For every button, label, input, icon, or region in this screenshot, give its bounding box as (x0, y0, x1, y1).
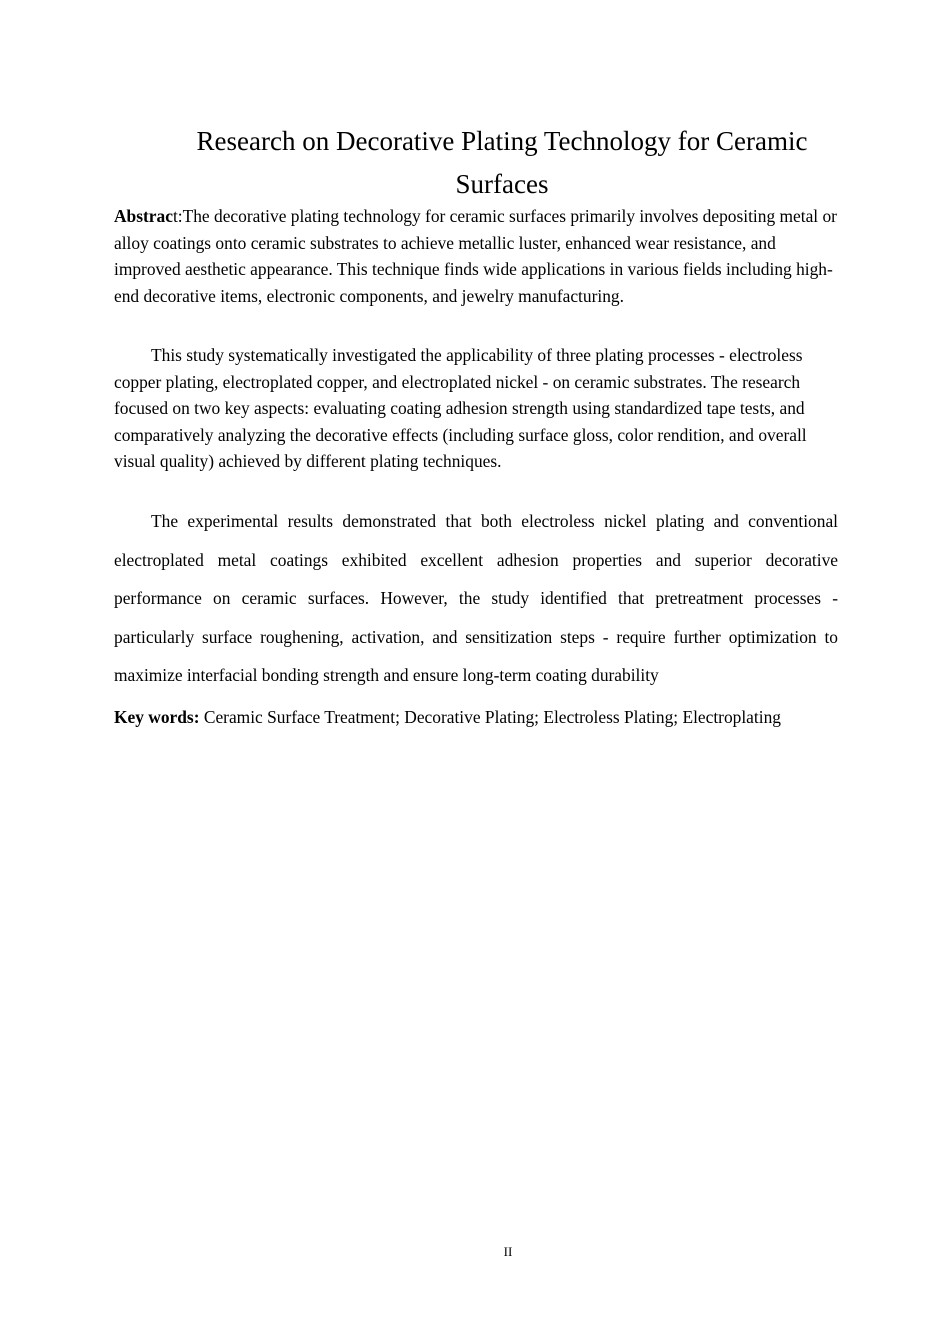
page-number: II (503, 1244, 513, 1259)
body-paragraph-methods: This study systematically investigated the applicability of three plating processes - electroless copper plating, electroplated copper, and electroplated nickel - on ceramic substrates. The research focused on two key aspects: evaluating coating adhesion strength using standardized tape tests, and comparatively analyzing the decorative effects (including surface gloss, color rendition, and overall visual quality) achieved by different plating techniques. (114, 345, 807, 472)
abstract-label-bold: Abstrac (114, 206, 173, 226)
keywords-paragraph (114, 705, 838, 730)
abstract-paragraph (114, 203, 838, 309)
keywords-text: Ceramic Surface Treatment; Decorative Plating; Electroless Plating; Electroplating (199, 707, 781, 727)
keywords-label: Key words: (114, 707, 200, 727)
abstract-text: The decorative plating technology for ceramic surfaces primarily involves depositing metal or alloy coatings onto ceramic substrates to achieve metallic luster, enhanced wear resistance, and improved aesthetic appearance. This technique finds wide applications in various fields including high-end decorative items, electronic components, and jewelry manufacturing. (114, 206, 837, 306)
document-title: Research on Decorative Plating Technology for Ceramic Surfaces (196, 126, 808, 199)
abstract-label-rest: t: (172, 206, 183, 226)
body-paragraph-results: The experimental results demonstrated that both electroless nickel plating and conventional electroplated metal coatings exhibited excellent adhesion properties and superior decorative performance on ceramic surfaces. However, the study identified that pretreatment processes - particularly surface roughening, activation, and sensitization steps - require further optimization to maximize interfacial bonding strength and ensure long-term coating durability (114, 511, 838, 685)
